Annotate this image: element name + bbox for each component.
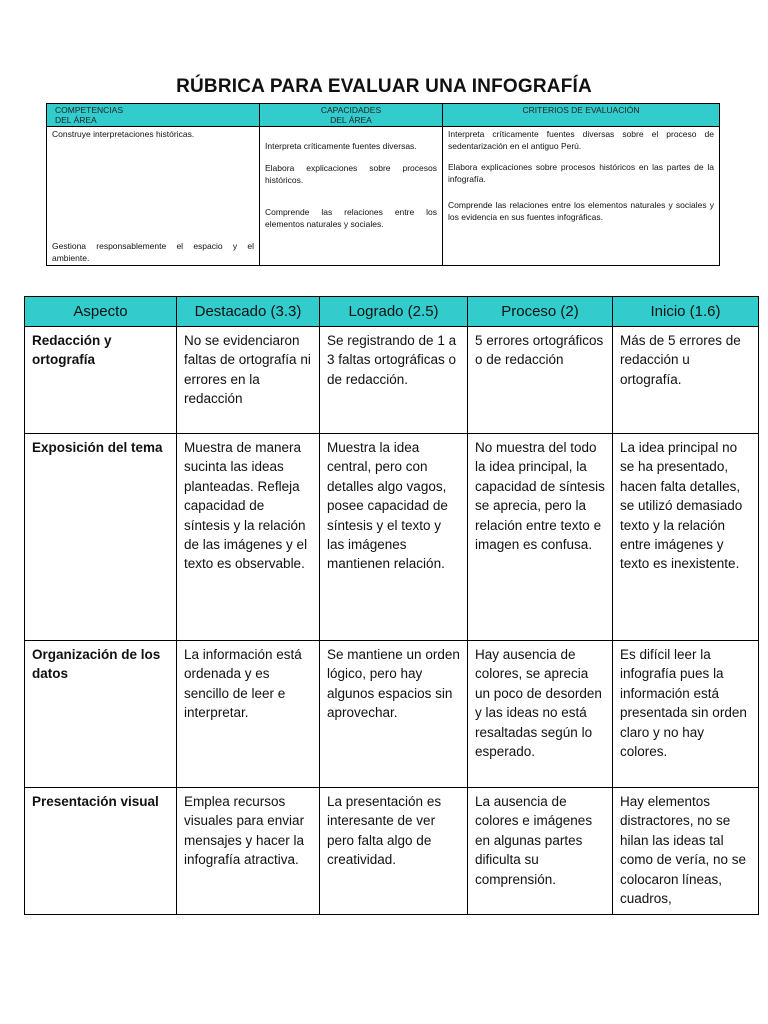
competencias-cell: [47, 127, 260, 266]
competencias-header-line2: DEL ÁREA: [55, 115, 97, 125]
rubric-header-row: [25, 297, 759, 327]
logrado-cell: Se mantiene un orden lógico, pero hay algunos espacios sin aprovechar.: [320, 641, 468, 788]
rubric-table: [24, 296, 759, 915]
competencia-item: Gestiona responsablemente el espacio y el ambiente.: [52, 241, 254, 263]
competencies-table: [46, 103, 720, 266]
logrado-cell: Se registrando de 1 a 3 faltas ortográficas o de redacción.: [320, 327, 468, 434]
proceso-cell: Hay ausencia de colores, se aprecia un poco de desorden y las ideas no está resaltadas según lo esperado.: [468, 641, 613, 788]
destacado-cell: La información está ordenada y es sencillo de leer e interpretar.: [177, 641, 320, 788]
proceso-cell: No muestra del todo la idea principal, la capacidad de síntesis se aprecia, pero la relación entre texto e imagen es confusa.: [468, 434, 613, 641]
inicio-cell: Es difícil leer la infografía pues la información está presentada sin orden claro y no hay colores.: [613, 641, 759, 788]
destacado-cell: No se evidenciaron faltas de ortografía ni errores en la redacción: [177, 327, 320, 434]
capacidades-header-line1: CAPACIDADES: [320, 105, 382, 115]
table-row: [25, 788, 759, 915]
inicio-cell: Más de 5 errores de redacción u ortografía.: [613, 327, 759, 434]
capacidad-item: Interpreta críticamente fuentes diversas.: [265, 141, 417, 151]
destacado-cell: Muestra de manera sucinta las ideas planteadas. Refleja capacidad de síntesis y la relación de las imágenes y el texto es observable.: [177, 434, 320, 641]
capacidades-cell: [260, 127, 443, 266]
criterios-cell: [443, 127, 720, 266]
criterios-header: CRITERIOS DE EVALUACIÓN: [443, 104, 720, 127]
criterio-item: Elabora explicaciones sobre procesos históricos en las partes de la infografía.: [448, 162, 714, 184]
destacado-cell: Emplea recursos visuales para enviar mensajes y hacer la infografía atractiva.: [177, 788, 320, 915]
competencies-header-row: [47, 104, 720, 127]
proceso-cell: 5 errores ortográficos o de redacción: [468, 327, 613, 434]
aspect-cell: Exposición del tema: [25, 434, 177, 641]
table-row: [25, 434, 759, 641]
header-inicio: Inicio (1.6): [613, 297, 759, 327]
capacidades-header-line2: DEL ÁREA: [330, 115, 372, 125]
header-logrado: Logrado (2.5): [320, 297, 468, 327]
proceso-cell: La ausencia de colores e imágenes en algunas partes dificulta su comprensión.: [468, 788, 613, 915]
aspect-cell: Presentación visual: [25, 788, 177, 915]
page-title: RÚBRICA PARA EVALUAR UNA INFOGRAFÍA: [176, 76, 592, 97]
competencia-item: Construye interpretaciones históricas.: [52, 129, 195, 139]
aspect-cell: Redacción y ortografía: [25, 327, 177, 434]
header-destacado: Destacado (3.3): [177, 297, 320, 327]
criterio-item: Comprende las relaciones entre los elementos naturales y sociales y los evidencia en sus fuentes infográficas.: [448, 200, 714, 222]
capacidades-header: [260, 104, 443, 127]
competencias-header-line1: COMPETENCIAS: [55, 105, 124, 115]
logrado-cell: La presentación es interesante de ver pero falta algo de creatividad.: [320, 788, 468, 915]
capacidad-item: Comprende las relaciones entre los elementos naturales y sociales.: [265, 207, 437, 229]
inicio-cell: La idea principal no se ha presentado, hacen falta detalles, se utilizó demasiado texto y la relación entre imágenes y texto es inexistente.: [613, 434, 759, 641]
criterio-item: Interpreta críticamente fuentes diversas sobre el proceso de sedentarización en el antiguo Perú.: [448, 129, 714, 151]
header-proceso: Proceso (2): [468, 297, 613, 327]
competencias-header: [47, 104, 260, 127]
inicio-cell: Hay elementos distractores, no se hilan las ideas tal como de vería, no se colocaron líneas, cuadros,: [613, 788, 759, 915]
capacidad-item: Elabora explicaciones sobre procesos históricos.: [265, 163, 437, 185]
competencies-body-row: [47, 127, 720, 266]
table-row: [25, 641, 759, 788]
aspect-cell: Organización de los datos: [25, 641, 177, 788]
table-row: [25, 327, 759, 434]
header-aspecto: Aspecto: [25, 297, 177, 327]
logrado-cell: Muestra la idea central, pero con detalles algo vagos, posee capacidad de síntesis y el texto y las imágenes mantienen relación.: [320, 434, 468, 641]
